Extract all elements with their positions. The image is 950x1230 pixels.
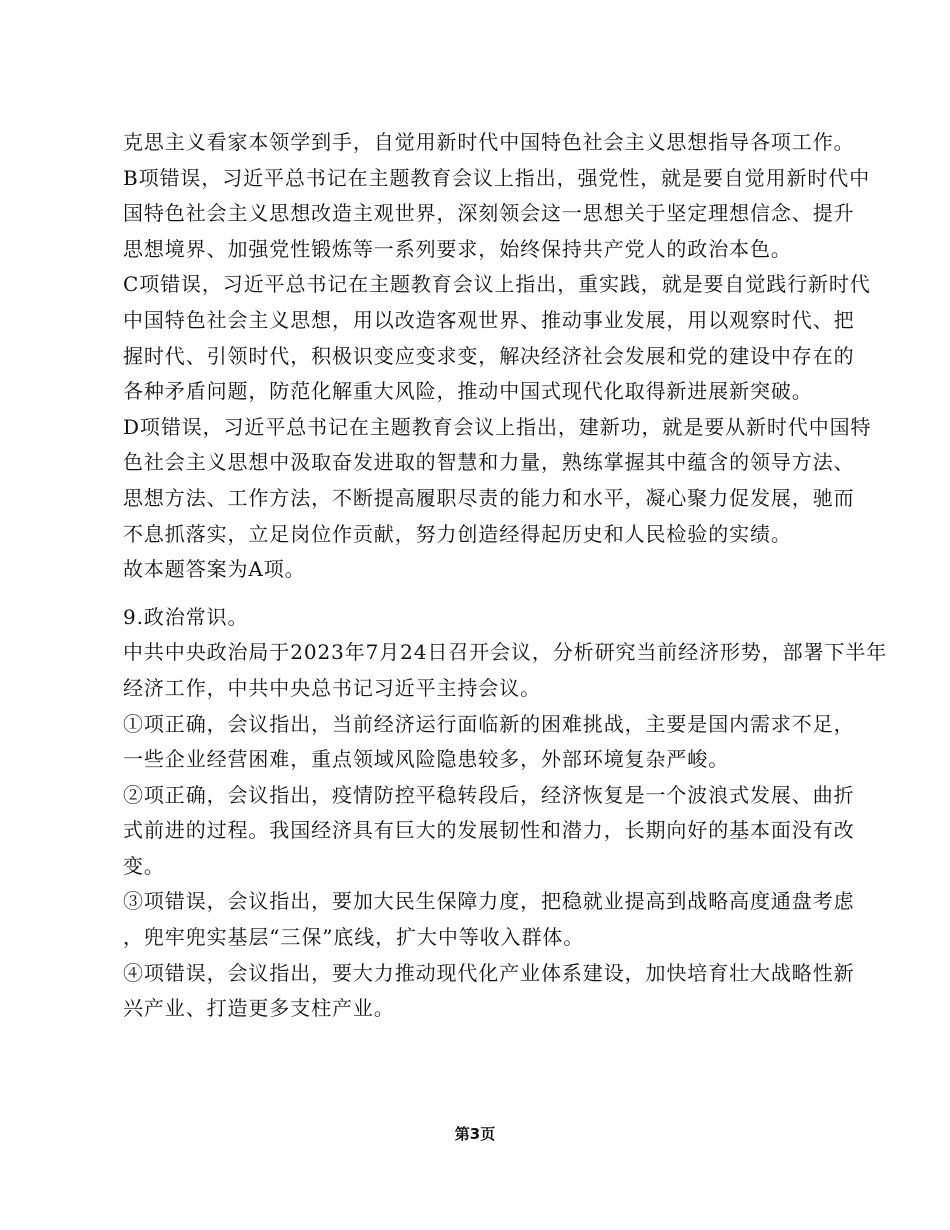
document-body — [123, 125, 888, 1027]
page-number: 第3页 — [454, 1125, 496, 1143]
text-line: 思想境界、加强党性锻炼等一系列要求，始终保持共产党人的政治本色。 — [123, 236, 792, 261]
text-line: 各种矛盾问题，防范化解重大风险，推动中国式现代化取得新进展新突破。 — [123, 379, 813, 404]
answer-line: 故本题答案为A项。 — [123, 557, 306, 582]
question-9-block — [123, 600, 888, 1027]
text-line: ③项错误，会议指出，要加大民生保障力度，把稳就业提高到战略高度通盘考虑 — [123, 889, 855, 914]
text-line: C项错误，习近平总书记在主题教育会议上指出，重实践，就是要自觉践行新时代 — [123, 272, 871, 297]
question-heading: 9.政治常识。 — [123, 604, 249, 629]
text-line: ④项错误，会议指出，要大力推动现代化产业体系建设，加快培育壮大战略性新 — [123, 960, 855, 985]
text-line: ②项正确，会议指出，疫情防控平稳转段后，经济恢复是一个波浪式发展、曲折 — [123, 782, 855, 807]
text-line: ，兜牢兜实基层“三保”底线，扩大中等收入群体。 — [123, 925, 585, 950]
text-line: 经济工作，中共中央总书记习近平主持会议。 — [123, 675, 541, 700]
text-line: 式前进的过程。我国经济具有巨大的发展韧性和潜力，长期向好的基本面没有改 — [123, 818, 855, 843]
text-line: 中国特色社会主义思想，用以改造客观世界、推动事业发展，用以观察时代、把 — [123, 307, 855, 332]
text-line: 兴产业、打造更多支柱产业。 — [123, 996, 395, 1021]
text-line: D项错误，习近平总书记在主题教育会议上指出，建新功，就是要从新时代中国特 — [123, 414, 872, 439]
text-line: 国特色社会主义思想改造主观世界，深刻领会这一思想关于坚定理想信念、提升 — [123, 201, 855, 226]
text-line: 中共中央政治局于2023年7月24日召开会议，分析研究当前经济形势，部署下半年 — [123, 640, 888, 665]
text-line: 握时代、引领时代，积极识变应变求变，解决经济社会发展和党的建设中存在的 — [123, 343, 855, 368]
text-line: B项错误，习近平总书记在主题教育会议上指出，强党性，就是要自觉用新时代中 — [123, 165, 871, 190]
text-line: 色社会主义思想中汲取奋发进取的智慧和力量，熟练掌握其中蕴含的领导方法、 — [123, 450, 855, 475]
text-line: 思想方法、工作方法，不断提高履职尽责的能力和水平，凝心聚力促发展，驰而 — [123, 485, 855, 510]
text-line: 变。 — [123, 853, 165, 878]
paragraph-block-previous-answer — [123, 125, 875, 588]
text-line: 一些企业经营困难，重点领域风险隐患较多，外部环境复杂严峻。 — [123, 747, 730, 772]
section-gap — [123, 588, 875, 600]
text-line: 不息抓落实，立足岗位作贡献，努力创造经得起历史和人民检验的实绩。 — [123, 521, 792, 546]
text-line: ①项正确，会议指出，当前经济运行面临新的困难挑战，主要是国内需求不足， — [123, 711, 855, 736]
text-line: 克思主义看家本领学到手，自觉用新时代中国特色社会主义思想指导各项工作。 — [123, 130, 855, 154]
